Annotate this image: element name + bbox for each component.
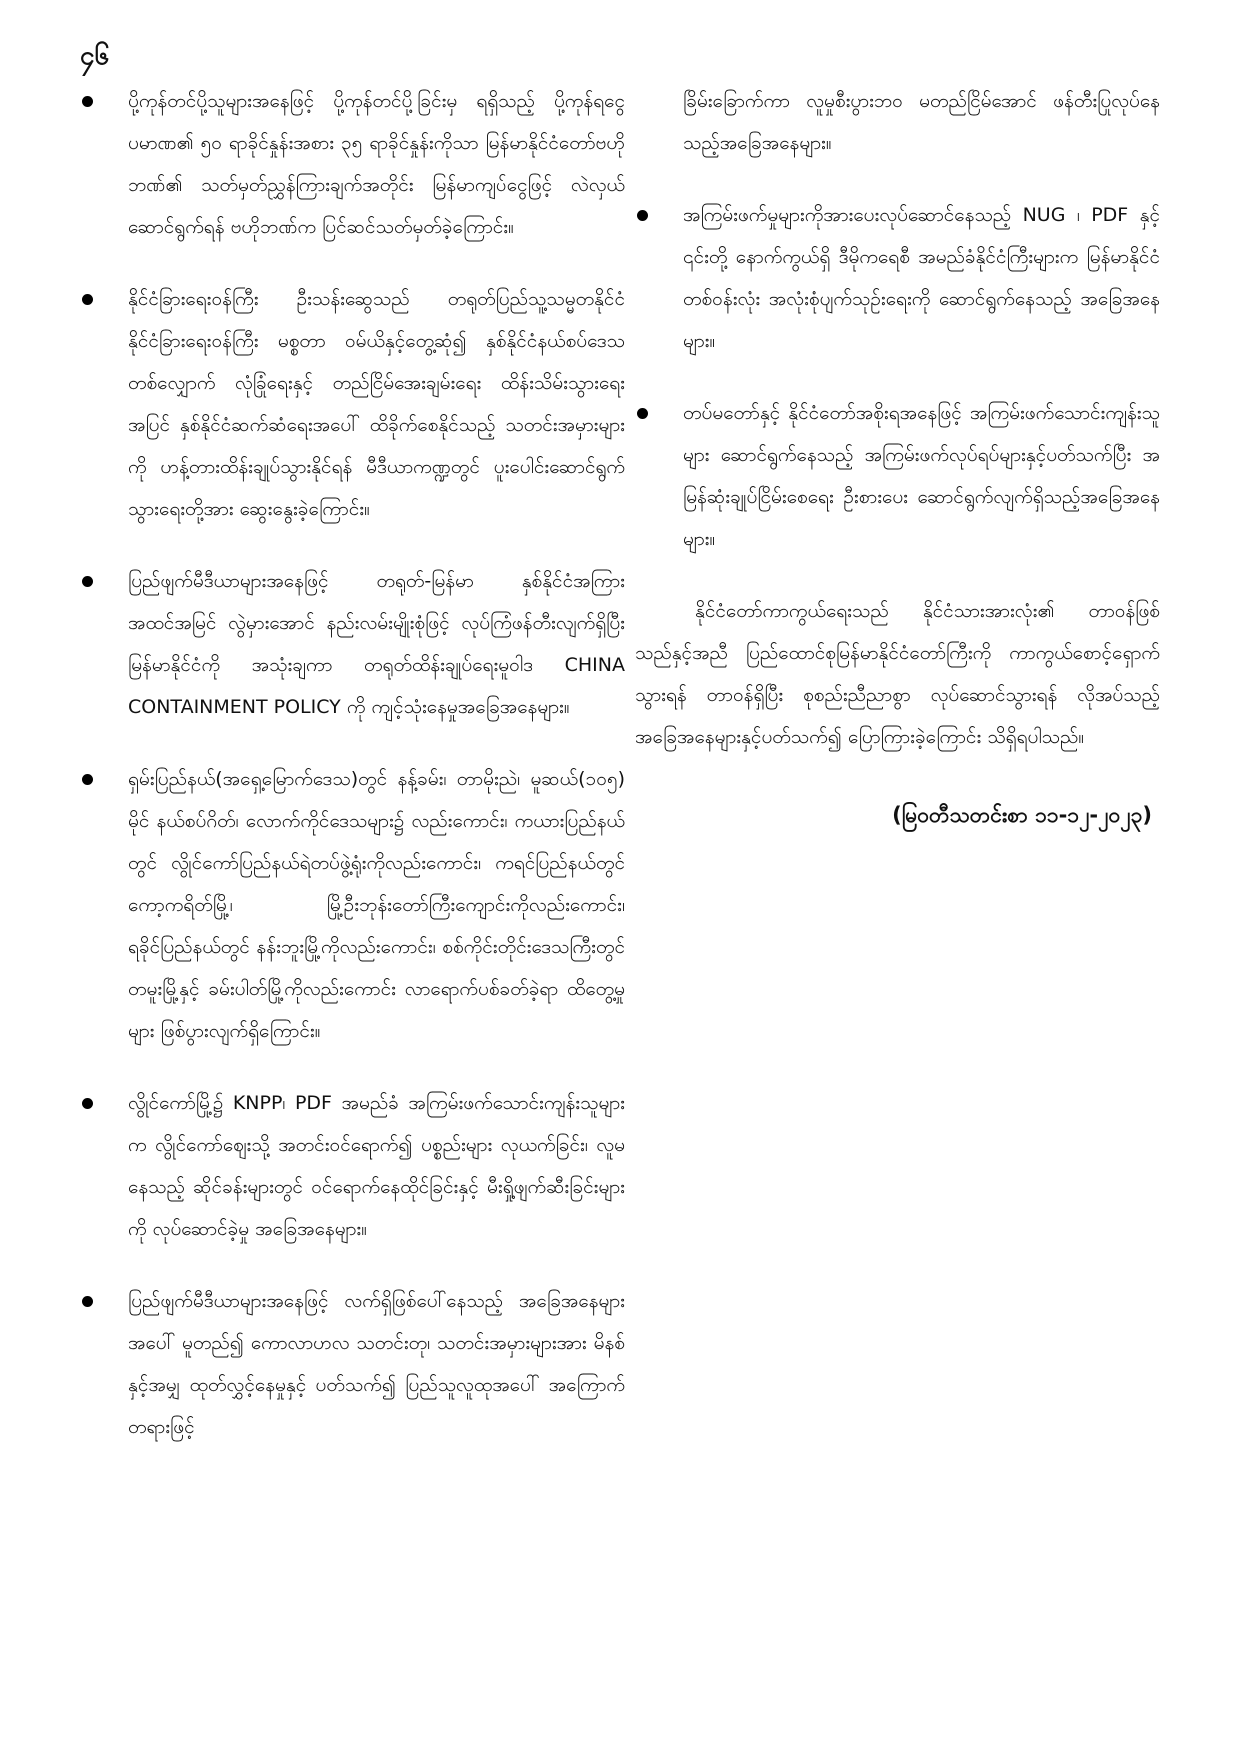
list-item-text: အကြမ်းဖက်မှုများကိုအားပေးလုပ်ဆောင်နေသည့် NUG ၊ PDF နှင့် ၎င်းတို့ နောက်ကွယ်ရှိ ဒီမိုကရေစီ အမည်ခံနိုင်ငံကြီးများက မြန်မာနိုင်ငံတစ်ဝန်းလုံး အလုံးစုံပျက်သုဉ်းရေးကို ဆောင်ရွက်နေသည့် အခြေအနေများ။ xyxy=(683,204,1160,352)
list-item xyxy=(80,1280,625,1448)
page-number: ၄၆ xyxy=(80,41,110,71)
bullet-icon xyxy=(637,408,648,419)
left-column xyxy=(80,80,625,1478)
bullet-icon xyxy=(82,1098,93,1109)
bullet-icon xyxy=(82,576,93,587)
right-column xyxy=(635,80,1160,833)
bullet-icon xyxy=(637,210,648,221)
list-item xyxy=(635,392,1160,560)
list-item xyxy=(80,278,625,530)
right-bullet-list xyxy=(635,194,1160,560)
bullet-icon xyxy=(82,1296,93,1307)
list-item xyxy=(80,1082,625,1250)
list-item xyxy=(635,194,1160,362)
list-item-text: တပ်မတော်နှင့် နိုင်ငံတော်အစိုးရအနေဖြင့် အကြမ်းဖက်သောင်းကျန်းသူများ ဆောင်ရွက်နေသည့် အကြမ်းဖက်လုပ်ရပ်များနှင့်ပတ်သက်ပြီး အမြန်ဆုံးချုပ်ငြိမ်းစေရေး ဦးစားပေး ဆောင်ရွက်လျက်ရှိသည့်အခြေအနေများ။ xyxy=(683,402,1160,550)
list-item-text: လွိုင်ကော်မြို့၌ KNPP၊ PDF အမည်ခံ အကြမ်းဖက်သောင်းကျန်းသူများက လွိုင်ကော်ဈေးသို့ အတင်းဝင်ရောက်၍ ပစ္စည်းများ လုယက်ခြင်း၊ လူမနေသည့် ဆိုင်ခန်းများတွင် ဝင်ရောက်နေထိုင်ခြင်းနှင့် မီးရှို့ဖျက်ဆီးခြင်းများကို လုပ်ဆောင်ခဲ့မှု အခြေအနေများ။ xyxy=(128,1092,625,1240)
closing-paragraph: နိုင်ငံတော်ကာကွယ်ရေးသည် နိုင်ငံသားအားလုံး၏ တာဝန်ဖြစ်သည်နှင့်အညီ ပြည်ထောင်စုမြန်မာနိုင်ငံတော်ကြီးကို ကာကွယ်စောင့်ရှောက်သွားရန် တာဝန်ရှိပြီး စုစည်းညီညာစွာ လုပ်ဆောင်သွားရန် လိုအပ်သည့်အခြေအနေများနှင့်ပတ်သက်၍ ပြောကြားခဲ့ကြောင်း သိရှိရပါသည်။ xyxy=(635,600,1160,748)
continued-text: ခြိမ်းခြောက်ကာ လူမှုစီးပွားဘဝ မတည်ငြိမ်အောင် ဖန်တီးပြုလုပ်နေသည့်အခြေအနေများ။ xyxy=(683,90,1160,154)
list-item xyxy=(80,758,625,1052)
list-item-text: ပြည်ဖျက်မီဒီယာများအနေဖြင့် တရုတ်-မြန်မာ နှစ်နိုင်ငံအကြား အထင်အမြင် လွဲမှားအောင် နည်းလမ်းမျိုးစုံဖြင့် လုပ်ကြံဖန်တီးလျက်ရှိပြီး မြန်မာနိုင်ငံကို အသုံးချကာ တရုတ်ထိန်းချုပ်ရေးမူဝါဒ CHINA CONTAINMENT POLICY ကို ကျင့်သုံးနေမှုအခြေအနေများ။ xyxy=(128,570,625,718)
list-item-text: နိုင်ငံခြားရေးဝန်ကြီး ဦးသန်းဆွေသည် တရုတ်ပြည်သူ့သမ္မတနိုင်ငံ နိုင်ငံခြားရေးဝန်ကြီး မစ္စတာ ဝမ်ယိနှင့်တွေ့ဆုံ၍ နှစ်နိုင်ငံနယ်စပ်ဒေသတစ်လျှောက် လုံခြုံရေးနှင့် တည်ငြိမ်အေးချမ်းရေး ထိန်းသိမ်းသွားရေးအပြင် နှစ်နိုင်ငံဆက်ဆံရေးအပေါ် ထိခိုက်စေနိုင်သည့် သတင်းအမှားများကို ဟန့်တားထိန်းချုပ်သွားနိုင်ရန် မီဒီယာကဏ္ဍတွင် ပူးပေါင်းဆောင်ရွက်သွားရေးတို့အား ဆွေးနွေးခဲ့ကြောင်း။ xyxy=(128,288,625,520)
bullet-icon xyxy=(82,774,93,785)
list-item xyxy=(80,560,625,728)
source-citation: (မြဝတီသတင်းစာ ၁၁-၁၂-၂၀၂၃) xyxy=(892,803,1152,827)
list-item-text: ရှမ်းပြည်နယ်(အရှေ့မြောက်ဒေသ)တွင် နန့်ခမ်း၊ တာမိုးညဲ၊ မူဆယ်(၁၀၅) မိုင် နယ်စပ်ဂိတ်၊ လောက်ကိုင်ဒေသများ၌ လည်းကောင်း၊ ကယားပြည်နယ်တွင် လွိုင်ကော်ပြည်နယ်ရဲတပ်ဖွဲ့ရုံးကိုလည်းကောင်း၊ ကရင်ပြည်နယ်တွင် ကော့ကရိတ်မြို့၊ မြို့ဦးဘုန်းတော်ကြီးကျောင်းကိုလည်းကောင်း၊ ရခိုင်ပြည်နယ်တွင် နန်းဘူးမြို့ကိုလည်းကောင်း၊ စစ်ကိုင်းတိုင်းဒေသကြီးတွင် တမူးမြို့နှင့် ခမ်းပါတ်မြို့ကိုလည်းကောင်း လာရောက်ပစ်ခတ်ခဲ့ရာ ထိတွေ့မှုများ ဖြစ်ပွားလျက်ရှိကြောင်း။ xyxy=(128,768,625,1042)
list-item xyxy=(80,80,625,248)
list-item-text: ပြည်ဖျက်မီဒီယာများအနေဖြင့် လက်ရှိဖြစ်ပေါ်နေသည့် အခြေအနေများအပေါ် မူတည်၍ ကောလာဟလ သတင်းတု၊ သတင်းအမှားများအား မိနစ်နှင့်အမျှ ထုတ်လွှင့်နေမှုနှင့် ပတ်သက်၍ ပြည်သူလူထုအပေါ် အကြောက်တရားဖြင့် xyxy=(128,1290,625,1438)
left-bullet-list xyxy=(80,80,625,1448)
bullet-icon xyxy=(82,96,93,107)
list-item-text: ပို့ကုန်တင်ပို့သူများအနေဖြင့် ပို့ကုန်တင်ပို့ခြင်းမှ ရရှိသည့် ပို့ကုန်ရငွေပမာဏ၏ ၅၀ ရာခိုင်နှုန်းအစား ၃၅ ရာခိုင်နှုန်းကိုသာ မြန်မာနိုင်ငံတော်ဗဟိုဘဏ်၏ သတ်မှတ်ညွှန်ကြားချက်အတိုင်း မြန်မာကျပ်ငွေဖြင့် လဲလှယ်ဆောင်ရွက်ရန် ဗဟိုဘဏ်က ပြင်ဆင်သတ်မှတ်ခဲ့ကြောင်း။ xyxy=(128,90,625,238)
bullet-icon xyxy=(82,294,93,305)
